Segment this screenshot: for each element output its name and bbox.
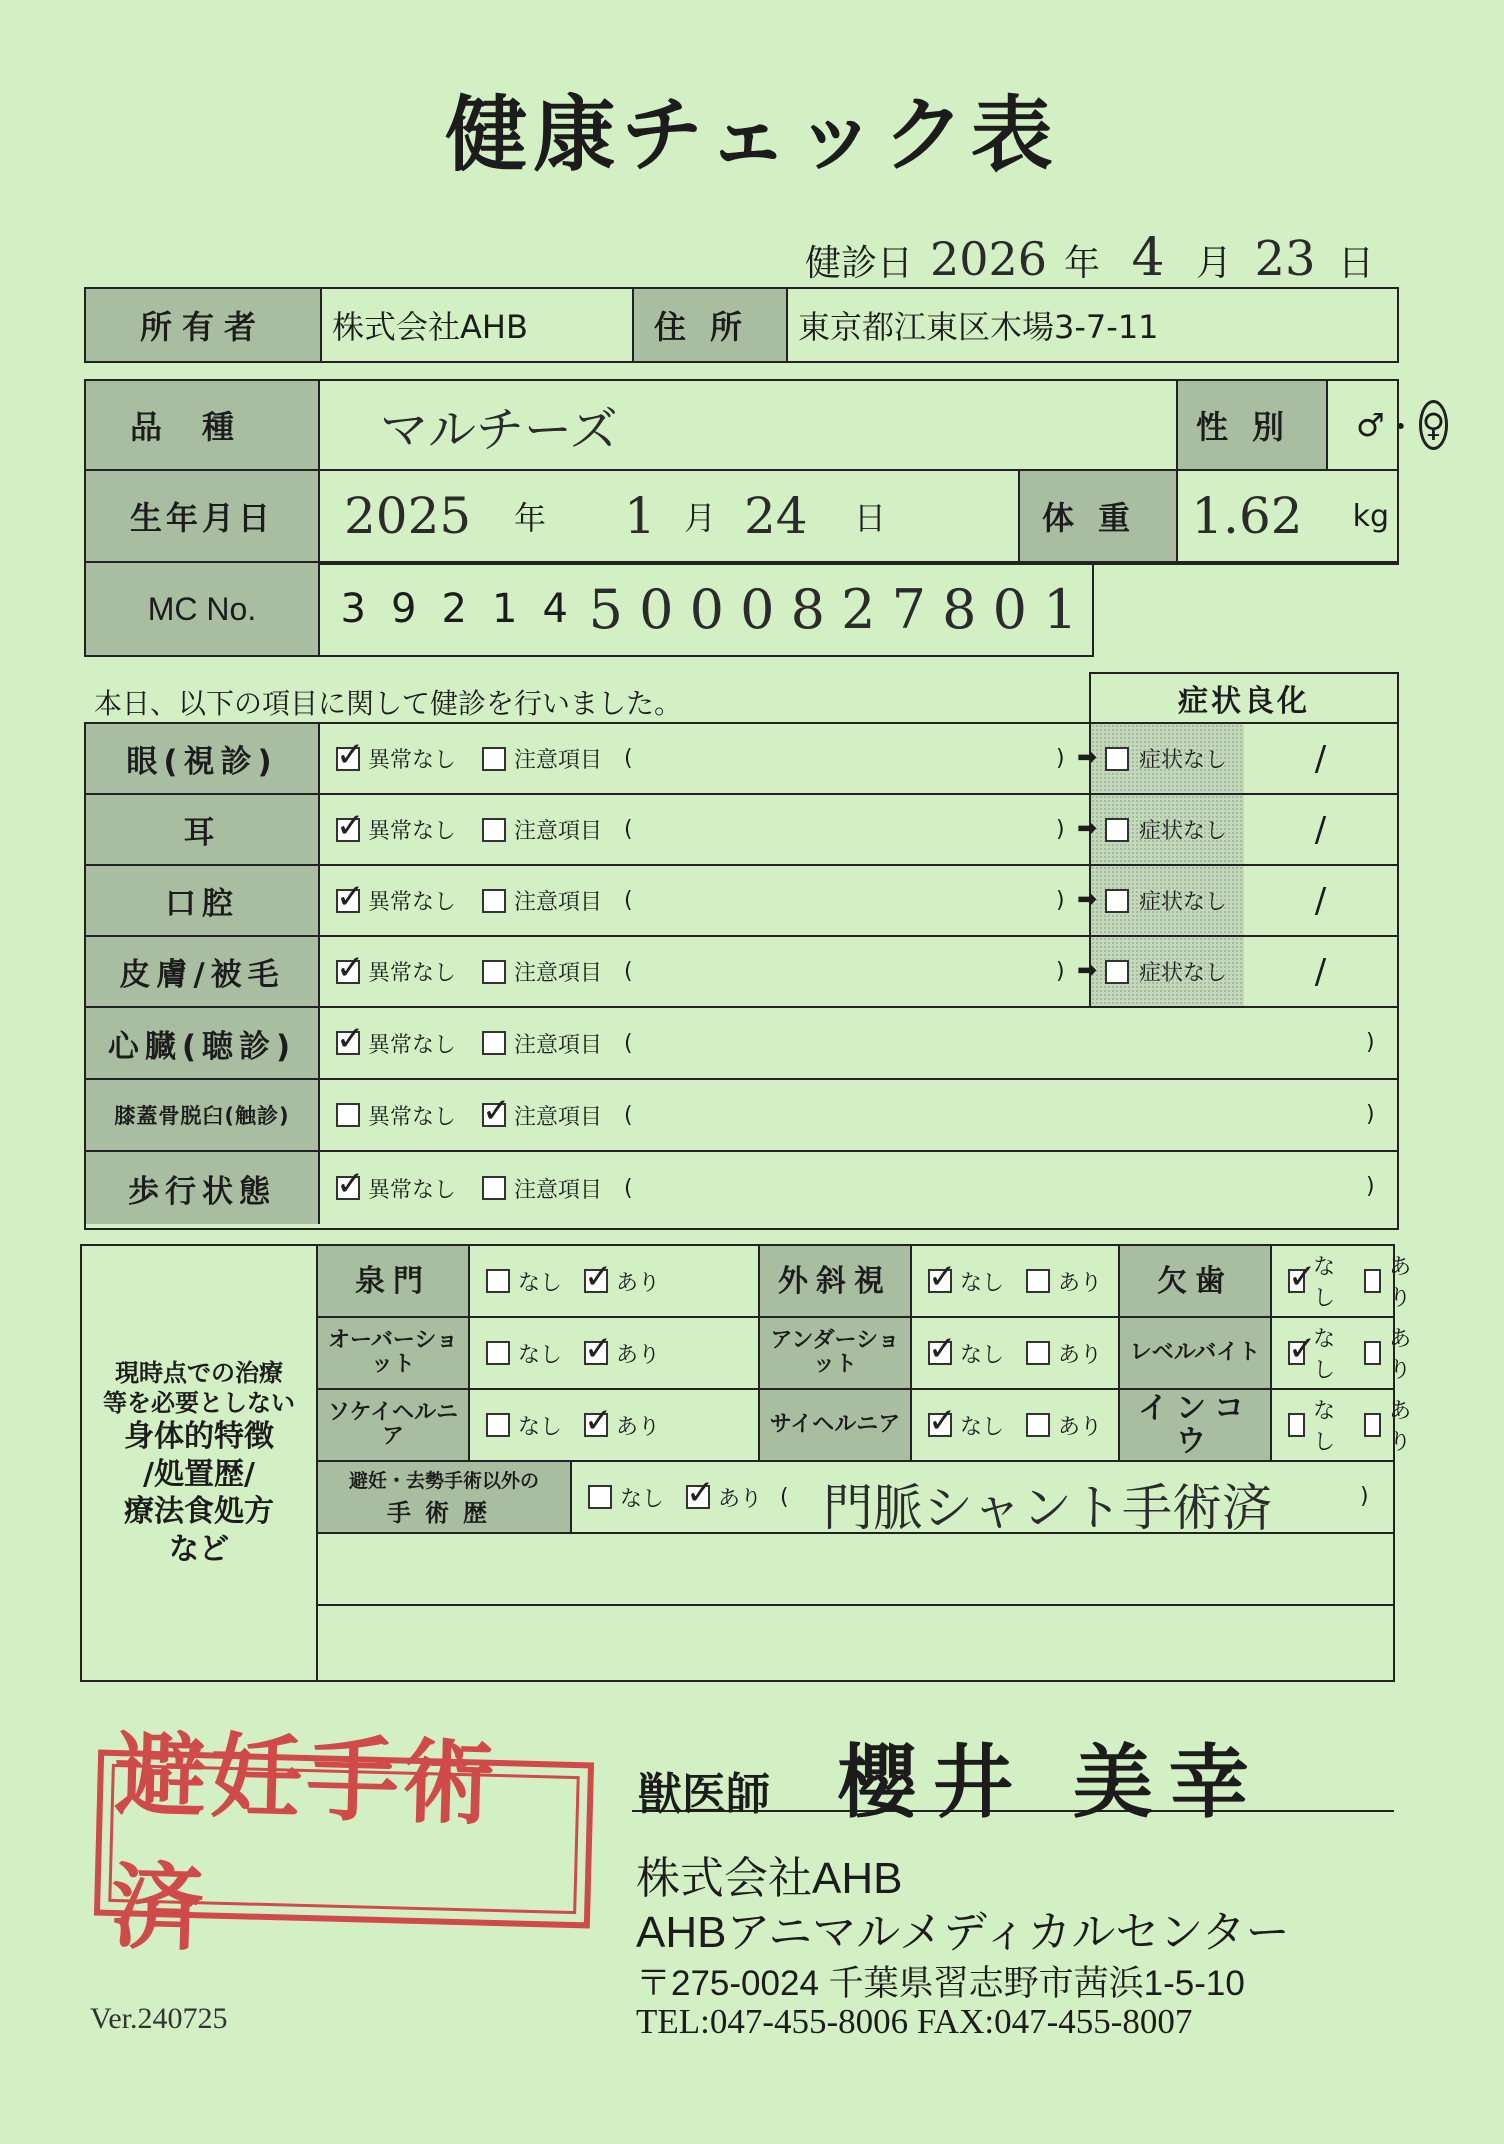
exam-day: 23 <box>1254 231 1316 287</box>
mc-digit: 2 <box>441 586 467 632</box>
mc-digit: 3 <box>340 586 366 632</box>
normal-label: 異常なし <box>368 748 457 773</box>
sex-female: ♀ <box>1419 400 1448 450</box>
mc-digit: 2 <box>841 577 876 641</box>
surgery-note: 門脈シャント手術済 <box>823 1479 1272 1537</box>
attention-open-paren: ( <box>624 1030 633 1056</box>
improved-label: 症状なし <box>1139 819 1228 844</box>
physical-item-label: レベルバイト <box>1120 1318 1272 1388</box>
physical-item-options <box>928 1390 1102 1460</box>
physical-section-line: 等を必要としない <box>103 1389 295 1417</box>
improved-checkbox[interactable] <box>1105 960 1129 984</box>
improve-cell <box>1077 937 1244 1006</box>
sex-sep: ・ <box>1384 408 1417 446</box>
attention-label: 注意項目 <box>514 1032 603 1058</box>
owner-table <box>84 287 1399 363</box>
improve-mark: / <box>1314 809 1327 850</box>
yes-label: あり <box>616 1414 661 1440</box>
breed-value: マルチーズ <box>320 381 1178 471</box>
arrow-right-icon: ➡ <box>1077 955 1098 984</box>
yes-checkbox[interactable] <box>584 1413 608 1437</box>
exam-item-label: 歩行状態 <box>86 1152 320 1224</box>
no-label: なし <box>1313 1399 1336 1455</box>
center-name: AHBアニマルメディカルセンター <box>636 1908 1290 1957</box>
exam-item-checks <box>336 1080 633 1150</box>
mc-digit: 0 <box>740 577 775 641</box>
improve-cell <box>1077 866 1244 935</box>
attention-close-paren: ) <box>1366 1102 1375 1127</box>
mc-digit: 0 <box>639 577 674 641</box>
attention-checkbox[interactable] <box>482 1031 506 1055</box>
no-checkbox[interactable] <box>486 1413 510 1437</box>
surgery-no-label: なし <box>620 1486 665 1512</box>
mc-digit: 8 <box>942 577 977 641</box>
physical-item-label: インコウ <box>1120 1390 1272 1460</box>
weight-unit: kg <box>1352 498 1389 534</box>
exam-item-label: 口腔 <box>86 866 320 935</box>
vet-signature <box>632 1722 1394 1829</box>
exam-item-label: 心臓(聴診) <box>86 1008 320 1078</box>
improved-label: 症状なし <box>1139 748 1228 773</box>
physical-item-options <box>486 1390 660 1460</box>
arrow-right-icon: ➡ <box>1077 813 1098 842</box>
physical-cell <box>760 1318 1120 1390</box>
attention-checkbox[interactable] <box>482 1103 506 1127</box>
mc-digit: 7 <box>891 577 926 641</box>
attention-close-paren: ) <box>1056 887 1065 913</box>
physical-cell <box>1120 1390 1412 1462</box>
no-checkbox[interactable] <box>486 1269 510 1293</box>
birth-year-unit: 年 <box>514 499 547 537</box>
mc-digit: 5 <box>588 577 623 641</box>
physical-cell <box>1120 1318 1412 1390</box>
no-checkbox[interactable] <box>928 1413 952 1437</box>
surgery-label-bottom: 手術歴 <box>387 1499 501 1527</box>
physical-item-options <box>1288 1246 1418 1316</box>
no-checkbox[interactable] <box>1288 1269 1305 1293</box>
sex-male: ♂ <box>1356 406 1385 444</box>
improved-checkbox[interactable] <box>1105 889 1129 913</box>
attention-label: 注意項目 <box>514 1104 603 1130</box>
yes-label: あり <box>1058 1342 1103 1368</box>
yes-label: あり <box>1058 1270 1103 1296</box>
attention-open-paren: ( <box>624 888 633 913</box>
yes-label: あり <box>1058 1414 1103 1440</box>
attention-open-paren: ( <box>624 959 633 984</box>
physical-section-label <box>82 1246 318 1680</box>
company-name: 株式会社AHB <box>636 1854 903 1903</box>
exam-row <box>86 1152 1397 1224</box>
no-label: なし <box>1313 1255 1336 1311</box>
improved-label: 症状なし <box>1139 961 1228 986</box>
sex-label: 性別 <box>1178 381 1328 471</box>
physical-item-label: 泉門 <box>318 1246 470 1316</box>
improve-mark: / <box>1314 738 1327 779</box>
no-label: なし <box>1313 1327 1336 1383</box>
physical-item-options <box>928 1246 1102 1316</box>
exam-day-unit: 日 <box>1338 243 1375 284</box>
attention-label: 注意項目 <box>514 1177 603 1203</box>
birth-label: 生年月日 <box>86 471 320 563</box>
yes-checkbox[interactable] <box>1026 1413 1050 1437</box>
mc-digit: 9 <box>391 586 417 632</box>
exam-row <box>86 866 1397 937</box>
improve-mark: / <box>1314 951 1327 992</box>
normal-checkbox[interactable] <box>336 1176 360 1200</box>
exam-item-checks <box>336 1152 633 1224</box>
surgery-label <box>318 1462 572 1532</box>
exam-item-label: 膝蓋骨脱臼(触診) <box>86 1080 320 1150</box>
attention-close-paren: ) <box>1056 816 1065 842</box>
mc-label: MC No. <box>86 563 320 655</box>
physical-item-options <box>1288 1390 1418 1460</box>
birth-day: 24 <box>744 487 808 545</box>
physical-item-options <box>928 1318 1102 1388</box>
yes-label: あり <box>616 1342 661 1368</box>
attention-close-paren: ) <box>1366 1030 1375 1055</box>
exam-row <box>86 1008 1397 1080</box>
no-label: なし <box>518 1270 563 1296</box>
birth-year: 2025 <box>344 487 472 545</box>
normal-label: 異常なし <box>368 1177 457 1203</box>
normal-label: 異常なし <box>368 1032 457 1058</box>
address-value: 東京都江東区木場3-7-11 <box>798 308 1159 346</box>
exam-row <box>86 724 1397 795</box>
exam-item-checks <box>336 937 633 1006</box>
physical-cell <box>760 1246 1120 1318</box>
attention-open-paren: ( <box>624 1175 633 1201</box>
attention-checkbox[interactable] <box>482 889 506 913</box>
no-checkbox[interactable] <box>1288 1413 1305 1437</box>
attention-checkbox[interactable] <box>482 960 506 984</box>
yes-label: あり <box>616 1270 661 1296</box>
physical-item-label: 欠歯 <box>1120 1246 1272 1316</box>
exam-item-checks <box>336 795 633 864</box>
exam-item-label: 耳 <box>86 795 320 864</box>
physical-section-line: 療法食処方 <box>124 1494 274 1529</box>
physical-item-label: ソケイヘルニア <box>318 1390 470 1460</box>
surgery-options <box>588 1462 789 1532</box>
yes-checkbox[interactable] <box>1364 1413 1381 1437</box>
owner-label: 所有者 <box>86 289 322 361</box>
physical-item-label: 外斜視 <box>760 1246 912 1316</box>
exam-row <box>86 937 1397 1008</box>
yes-checkbox[interactable] <box>1364 1269 1381 1293</box>
improved-checkbox[interactable] <box>1105 818 1129 842</box>
improved-label: 症状なし <box>1139 890 1228 915</box>
no-checkbox[interactable] <box>1288 1341 1305 1365</box>
physical-section-line: /処置歴/ <box>143 1456 255 1492</box>
attention-label: 注意項目 <box>514 961 603 986</box>
no-checkbox[interactable] <box>486 1341 510 1365</box>
attention-close-paren: ) <box>1056 745 1065 771</box>
exam-row <box>86 795 1397 866</box>
normal-label: 異常なし <box>368 890 457 915</box>
physical-cell <box>760 1390 1120 1462</box>
physical-item-options <box>486 1246 660 1316</box>
footer-tel-fax: TEL:047-455-8006 FAX:047-455-8007 <box>636 2002 1193 2041</box>
intro-text: 本日、以下の項目に関して健診を行いました。 <box>94 687 683 720</box>
attention-label: 注意項目 <box>514 748 603 773</box>
physical-table <box>80 1244 1412 1682</box>
normal-checkbox[interactable] <box>336 889 360 913</box>
physical-cell <box>1120 1246 1412 1318</box>
normal-label: 異常なし <box>368 819 457 844</box>
improved-checkbox[interactable] <box>1105 747 1129 771</box>
no-label: なし <box>960 1342 1005 1368</box>
improve-mark: / <box>1314 880 1327 921</box>
exam-item-checks <box>336 1008 633 1078</box>
improve-header: 症状良化 <box>1089 672 1399 724</box>
stamp-text: 避妊手術済 <box>108 1764 579 1914</box>
no-label: なし <box>960 1270 1005 1296</box>
normal-checkbox[interactable] <box>336 1103 360 1127</box>
normal-checkbox[interactable] <box>336 960 360 984</box>
improve-cell <box>1077 724 1244 793</box>
yes-checkbox[interactable] <box>1026 1341 1050 1365</box>
attention-open-paren: ( <box>624 817 633 842</box>
surgery-yes-label: あり <box>718 1486 763 1512</box>
physical-item-options <box>1288 1318 1418 1388</box>
exam-date <box>805 228 1374 288</box>
version: Ver.240725 <box>90 2002 228 2035</box>
weight-label: 体重 <box>1020 471 1178 563</box>
physical-cell <box>318 1390 760 1462</box>
physical-item-options <box>486 1318 660 1388</box>
yes-checkbox[interactable] <box>1364 1341 1381 1365</box>
physical-section-line: など <box>169 1531 229 1567</box>
exam-row <box>86 1080 1397 1152</box>
pet-info-table <box>84 379 1446 657</box>
no-checkbox[interactable] <box>928 1341 952 1365</box>
no-label: なし <box>960 1414 1005 1440</box>
attention-open-paren: ( <box>624 746 633 771</box>
yes-label: あり <box>1389 1327 1412 1383</box>
attention-checkbox[interactable] <box>482 818 506 842</box>
surgery-yes-checkbox[interactable] <box>686 1485 710 1509</box>
owner-value: 株式会社AHB <box>322 289 634 361</box>
no-label: なし <box>518 1342 563 1368</box>
mc-digit: 8 <box>790 577 825 641</box>
exam-item-label: 眼(視診) <box>86 724 320 793</box>
surgery-open-paren: ( <box>780 1484 789 1510</box>
mc-digits <box>320 563 1092 655</box>
yes-checkbox[interactable] <box>584 1269 608 1293</box>
exam-item-label: 皮膚/被毛 <box>86 937 320 1006</box>
exam-year: 2026 <box>929 232 1048 286</box>
exam-month-unit: 月 <box>1196 243 1233 284</box>
mc-digit: 1 <box>492 586 518 632</box>
surgery-row <box>318 1462 1393 1537</box>
attention-close-paren: ) <box>1056 958 1065 984</box>
physical-item-label: サイヘルニア <box>760 1390 912 1460</box>
sex-value <box>1328 381 1446 471</box>
no-checkbox[interactable] <box>928 1269 952 1293</box>
normal-label: 異常なし <box>368 1104 457 1130</box>
attention-checkbox[interactable] <box>482 1176 506 1200</box>
yes-checkbox[interactable] <box>1026 1269 1050 1293</box>
birth-value <box>320 471 1020 563</box>
vet-label: 獣医師 <box>638 1769 770 1820</box>
no-label: なし <box>518 1414 563 1440</box>
arrow-right-icon: ➡ <box>1077 742 1098 771</box>
breed-label: 品種 <box>86 381 320 471</box>
physical-section-line: 現時点での治療 <box>115 1359 283 1387</box>
weight-value: 1.62 <box>1191 487 1303 545</box>
blank-row <box>318 1534 1393 1606</box>
birth-day-unit: 日 <box>854 499 887 537</box>
exam-item-checks <box>336 866 633 935</box>
attention-label: 注意項目 <box>514 819 603 844</box>
physical-cell <box>318 1246 760 1318</box>
yes-checkbox[interactable] <box>584 1341 608 1365</box>
exam-year-unit: 年 <box>1064 243 1101 284</box>
exam-table <box>84 672 1399 1230</box>
exam-month: 4 <box>1131 228 1165 288</box>
mc-digit: 4 <box>542 586 568 632</box>
attention-checkbox[interactable] <box>482 747 506 771</box>
attention-label: 注意項目 <box>514 890 603 915</box>
exam-item-checks <box>336 724 633 793</box>
mc-digit: 0 <box>689 577 724 641</box>
mc-digit: 0 <box>992 577 1027 641</box>
surgery-close-paren: ) <box>1360 1484 1369 1509</box>
attention-close-paren: ) <box>1366 1174 1375 1199</box>
normal-label: 異常なし <box>368 961 457 986</box>
yes-label: あり <box>1389 1255 1412 1311</box>
page-title: 健康チェック表 <box>445 88 1059 183</box>
yes-label: あり <box>1389 1399 1412 1455</box>
physical-item-label: アンダーショット <box>760 1318 912 1388</box>
surgery-label-top: 避妊・去勢手術以外の <box>348 1470 539 1492</box>
footer-address: 〒275-0024 千葉県習志野市茜浜1-5-10 <box>636 1964 1245 2003</box>
address-label: 住所 <box>634 289 788 361</box>
improve-cell <box>1077 795 1244 864</box>
physical-section-line: 身体的特徴 <box>124 1419 274 1454</box>
attention-open-paren: ( <box>624 1102 633 1128</box>
sterilization-stamp <box>94 1720 594 1963</box>
vet-name: 櫻井 美幸 <box>837 1736 1265 1829</box>
physical-cell <box>318 1318 760 1390</box>
birth-month: 1 <box>624 487 656 545</box>
birth-month-unit: 月 <box>684 499 717 537</box>
normal-checkbox[interactable] <box>336 818 360 842</box>
mc-digit: 1 <box>1043 577 1078 641</box>
normal-checkbox[interactable] <box>336 1031 360 1055</box>
weight-value-cell <box>1178 471 1397 563</box>
arrow-right-icon: ➡ <box>1077 884 1098 913</box>
physical-item-label: オーバーショット <box>318 1318 470 1388</box>
exam-date-label: 健診日 <box>805 243 914 284</box>
surgery-no-checkbox[interactable] <box>588 1485 612 1509</box>
normal-checkbox[interactable] <box>336 747 360 771</box>
